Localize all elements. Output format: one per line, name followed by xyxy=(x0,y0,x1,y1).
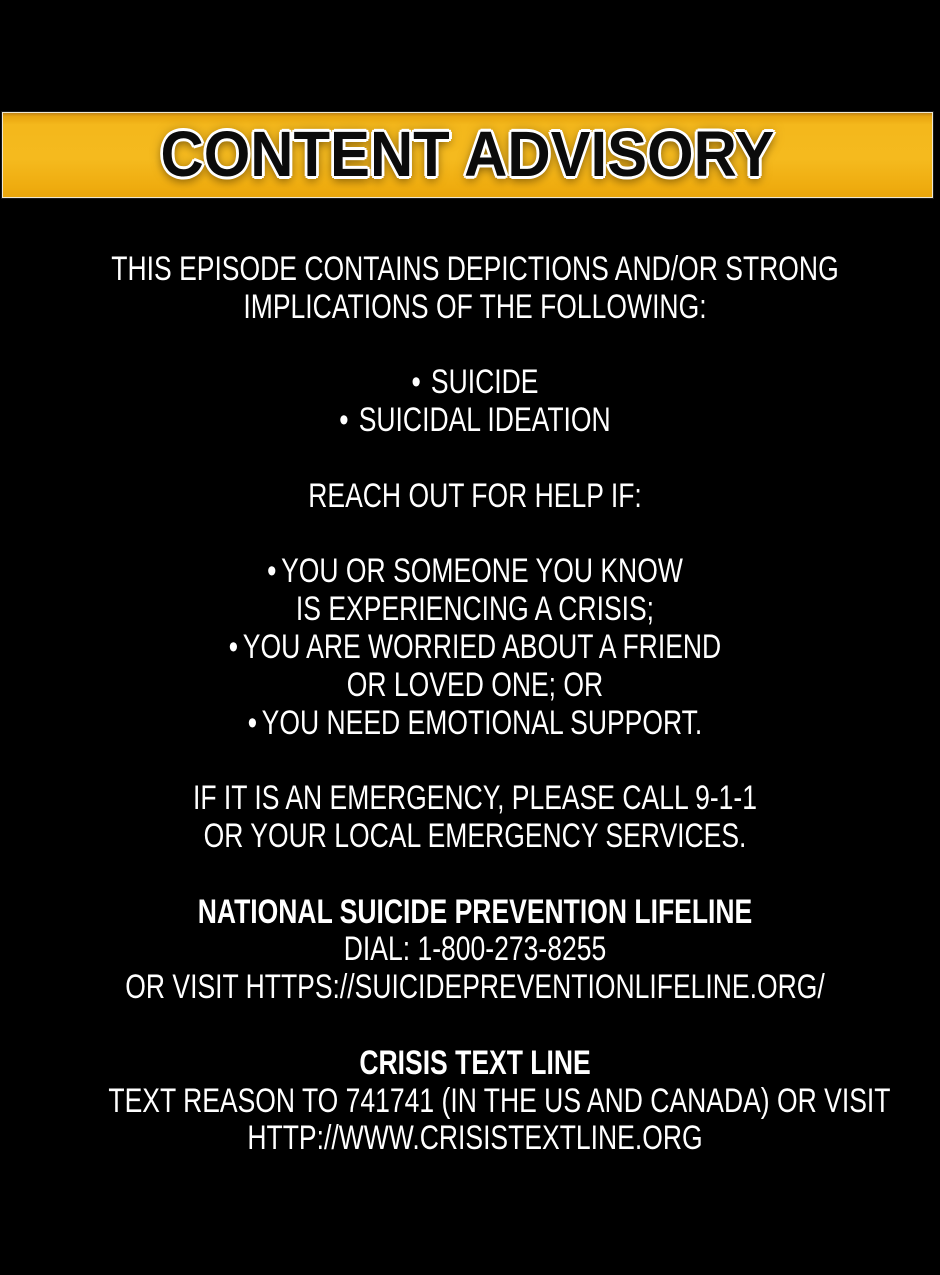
spacer xyxy=(108,1007,841,1045)
reach-out-item xyxy=(108,629,841,667)
intro-line-2: IMPLICATIONS OF THE FOLLOWING: xyxy=(243,287,707,326)
emergency-line-2: OR YOUR LOCAL EMERGENCY SERVICES. xyxy=(203,816,747,855)
reach-out-header: REACH OUT FOR HELP IF: xyxy=(308,476,642,515)
bullet-icon: • xyxy=(247,703,257,742)
spacer xyxy=(108,742,841,780)
bullet-icon: • xyxy=(267,552,277,591)
reach-out-item-continued: IS EXPERIENCING A CRISIS; xyxy=(295,590,655,629)
emergency-line-1: IF IT IS AN EMERGENCY, PLEASE CALL 9-1-1 xyxy=(192,779,758,818)
reach-out-text: YOU ARE WORRIED ABOUT A FRIEND xyxy=(242,627,722,666)
content-advisory-banner xyxy=(2,112,933,198)
bullet-icon: • xyxy=(411,363,421,402)
lifeline-phone: DIAL: 1-800-273-8255 xyxy=(343,930,607,969)
topic-label: SUICIDAL IDEATION xyxy=(358,401,611,440)
reach-out-text: YOU OR SOMEONE YOU KNOW xyxy=(281,552,683,591)
crisis-text-line-instruction: TEXT REASON TO 741741 (IN THE US AND CANADA) OR VISIT xyxy=(108,1081,891,1120)
bullet-icon: • xyxy=(339,401,349,440)
topic-label: SUICIDE xyxy=(430,363,539,402)
crisis-text-line-name: CRISIS TEXT LINE xyxy=(359,1043,591,1082)
lifeline-url: OR VISIT HTTPS://SUICIDEPREVENTIONLIFELINE.ORG/ xyxy=(125,968,825,1007)
advisory-body xyxy=(108,250,891,1158)
lifeline-name: NATIONAL SUICIDE PREVENTION LIFELINE xyxy=(197,892,753,931)
crisis-text-line-url: HTTP://WWW.CRISISTEXTLINE.ORG xyxy=(247,1119,703,1158)
reach-out-text: YOU NEED EMOTIONAL SUPPORT. xyxy=(261,703,703,742)
bullet-icon: • xyxy=(228,627,239,666)
spacer xyxy=(108,856,841,894)
reach-out-item-continued: OR LOVED ONE; OR xyxy=(346,665,604,704)
reach-out-item xyxy=(108,553,841,591)
banner-title: CONTENT ADVISORY xyxy=(160,118,775,190)
spacer xyxy=(108,327,841,365)
intro-line-1: THIS EPISODE CONTAINS DEPICTIONS AND/OR STRONG xyxy=(111,250,839,288)
spacer xyxy=(108,516,841,554)
topic-item-suicide xyxy=(108,364,841,402)
topic-item-suicidal-ideation xyxy=(108,402,841,440)
reach-out-item xyxy=(108,705,841,743)
spacer xyxy=(108,440,841,478)
